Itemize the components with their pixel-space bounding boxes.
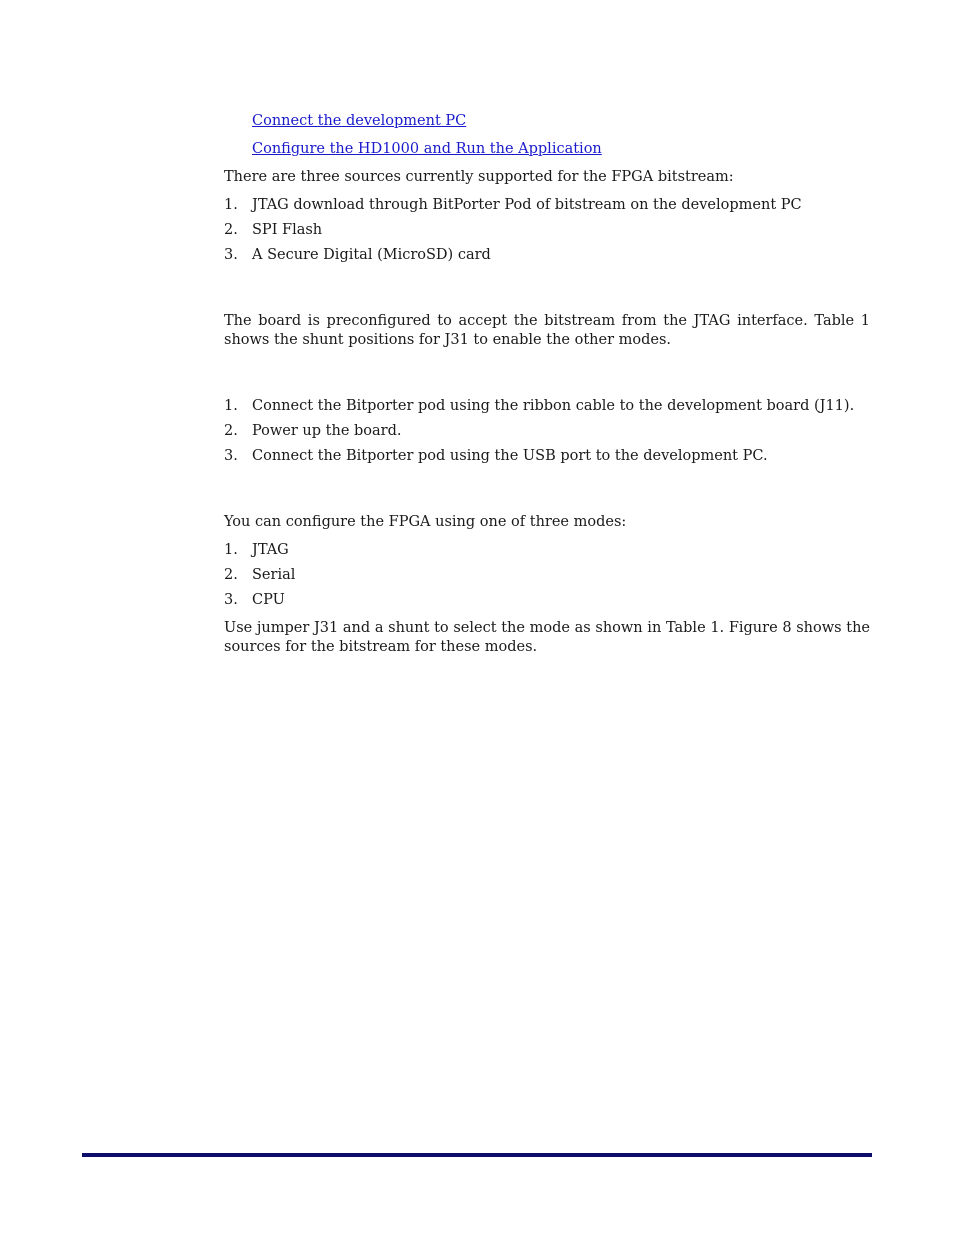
list-item: JTAG download through BitPorter Pod of bitstream on the development PC [252, 197, 802, 213]
list-item-number: 1. [224, 197, 238, 213]
list-item-number: 3. [224, 592, 238, 608]
list-item: Connect the Bitporter pod using the USB port to the development PC. [252, 448, 768, 464]
link-connect-development-pc[interactable]: Connect the development PC [252, 113, 467, 129]
list-item: A Secure Digital (MicroSD) card [252, 247, 491, 263]
jumper-paragraph: Use jumper J31 and a shunt to select the mode as shown in Table 1. Figure 8 shows the sources for the bitstream for these modes. [224, 620, 870, 655]
list-item: Serial [252, 567, 296, 583]
list-item-number: 3. [224, 448, 238, 464]
list-item: JTAG [252, 542, 289, 558]
link-configure-hd1000[interactable]: Configure the HD1000 and Run the Application [252, 141, 602, 157]
list-item-number: 2. [224, 567, 238, 583]
list-item: SPI Flash [252, 222, 323, 238]
footer-rule [82, 1153, 872, 1157]
list-item: Power up the board. [252, 423, 402, 439]
list-item-number: 1. [224, 542, 238, 558]
list-item: Connect the Bitporter pod using the ribbon cable to the development board (J11). [252, 398, 855, 414]
modes-intro: You can configure the FPGA using one of three modes: [224, 514, 627, 530]
list-item-number: 3. [224, 247, 238, 263]
list-item: CPU [252, 592, 285, 608]
list-item-number: 1. [224, 398, 238, 414]
preconfig-paragraph: The board is preconfigured to accept the bitstream from the JTAG interface. Table 1 shows the shunt positions for J31 to enable the other modes. [224, 313, 870, 348]
list-item-number: 2. [224, 423, 238, 439]
sources-intro: There are three sources currently supported for the FPGA bitstream: [224, 169, 734, 185]
list-item-number: 2. [224, 222, 238, 238]
